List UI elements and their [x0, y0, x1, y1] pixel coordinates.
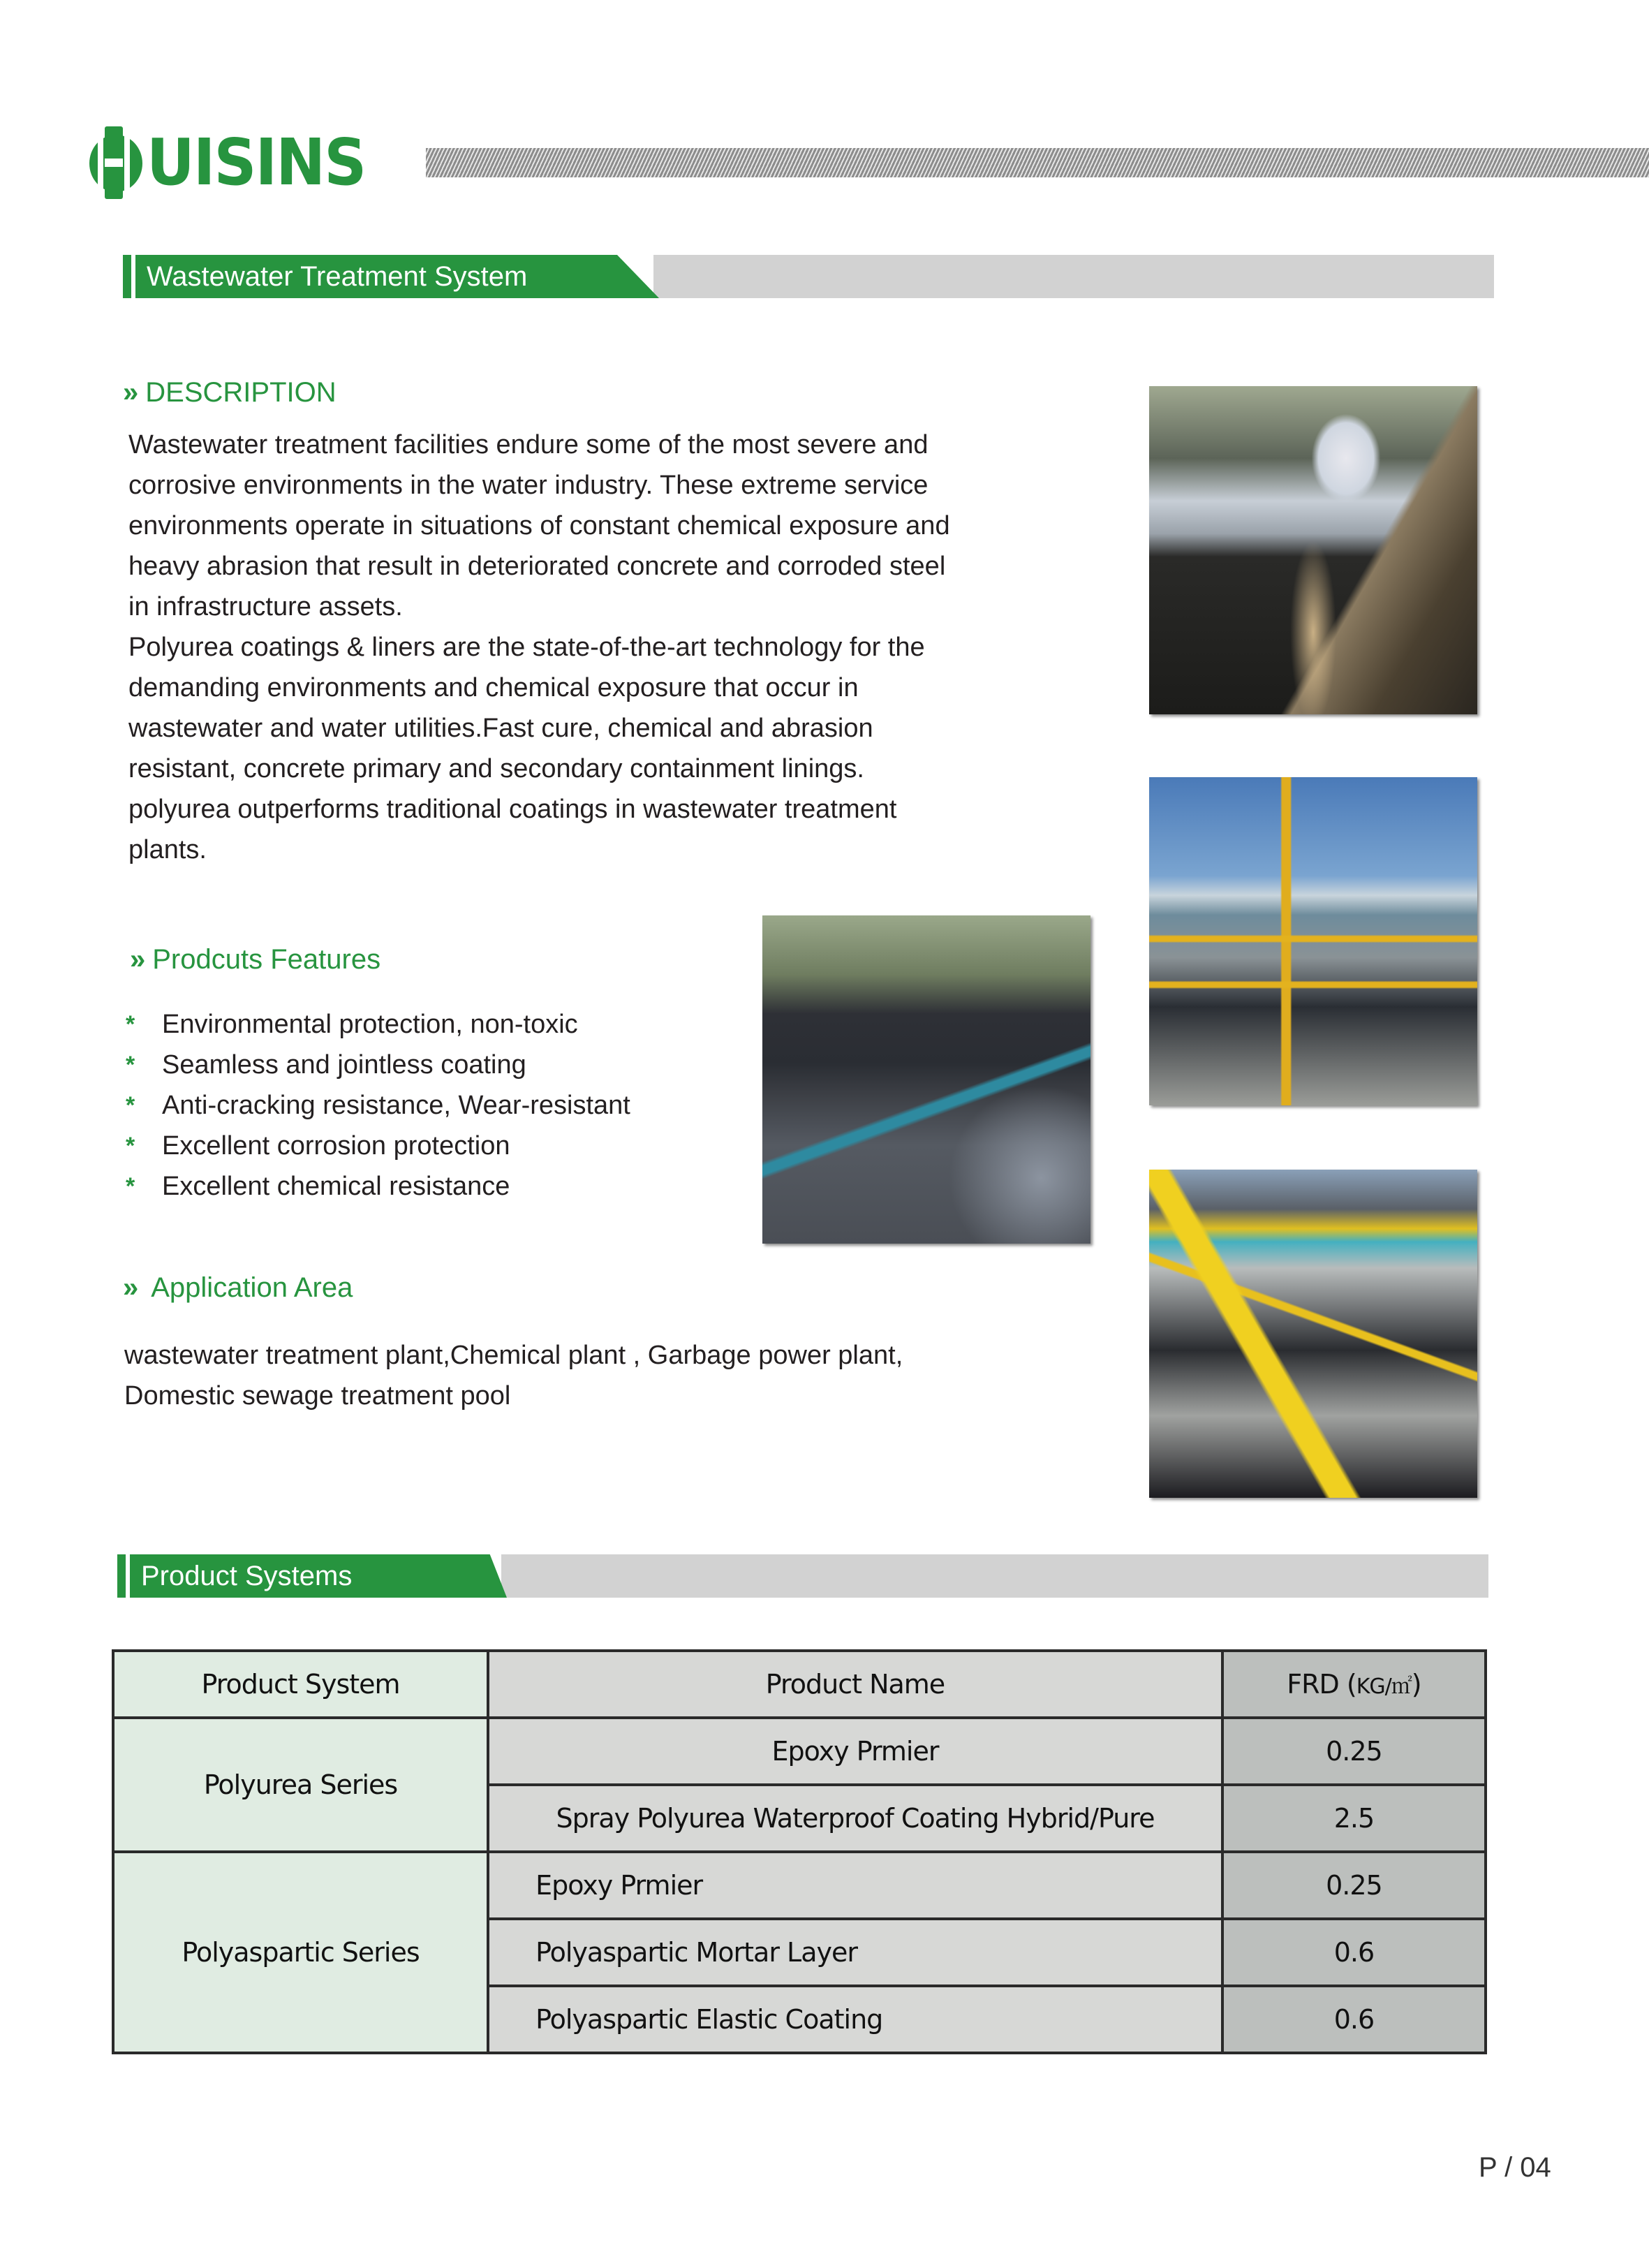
asterisk-bullet-icon: *	[126, 1011, 135, 1038]
asterisk-bullet-icon: *	[126, 1173, 135, 1200]
application-heading: » Application Area	[123, 1272, 353, 1303]
double-chevron-icon: »	[123, 377, 139, 408]
table-row	[113, 1852, 1486, 1919]
table-row	[113, 1718, 1486, 1785]
table-header-row	[113, 1651, 1486, 1718]
features-list	[126, 1004, 630, 1207]
frd-cell: 2.5	[1222, 1785, 1486, 1852]
product-name-cell: Polyaspartic Elastic Coating	[488, 1986, 1222, 2053]
photo-walkway-railings	[1149, 1170, 1477, 1498]
application-text: wastewater treatment plant,Chemical plant , Garbage power plant, Domestic sewage treatment pool	[124, 1341, 903, 1411]
photo-basins-railings	[1149, 777, 1477, 1105]
product-systems-table	[112, 1649, 1487, 2054]
feature-item: * Excellent corrosion protection	[126, 1126, 630, 1166]
asterisk-bullet-icon: *	[126, 1052, 135, 1078]
section-title-bar	[123, 255, 1494, 298]
frd-cell: 0.25	[1222, 1852, 1486, 1919]
product-name-cell: Polyaspartic Mortar Layer	[488, 1919, 1222, 1986]
frd-cell: 0.6	[1222, 1986, 1486, 2053]
product-systems-bar	[117, 1554, 1488, 1598]
section-title: Wastewater Treatment System	[147, 261, 528, 292]
product-systems-title: Product Systems	[141, 1561, 353, 1591]
double-chevron-icon: »	[130, 944, 146, 975]
header-product-name: Product Name	[488, 1651, 1222, 1718]
asterisk-bullet-icon: *	[126, 1133, 135, 1159]
features-heading: » Prodcuts Features	[130, 944, 381, 975]
description-heading: » DESCRIPTION	[123, 377, 337, 408]
header-stripe	[426, 148, 1649, 177]
feature-item: * Excellent chemical resistance	[126, 1166, 630, 1207]
product-name-cell: Epoxy Prmier	[488, 1852, 1222, 1919]
product-name-cell: Epoxy Prmier	[488, 1718, 1222, 1785]
logo-text: UISINS	[147, 125, 366, 200]
feature-item: * Environmental protection, non-toxic	[126, 1004, 630, 1045]
photo-coated-tank	[762, 915, 1090, 1244]
h-circle-logo-icon	[89, 126, 145, 199]
feature-item: * Anti-cracking resistance, Wear-resistant	[126, 1085, 630, 1126]
brand-logo	[89, 124, 385, 201]
system-cell: Polyurea Series	[113, 1718, 488, 1852]
asterisk-bullet-icon: *	[126, 1092, 135, 1119]
page-number: P / 04	[1479, 2152, 1551, 2183]
frd-cell: 0.25	[1222, 1718, 1486, 1785]
description-text: Wastewater treatment facilities endure some of the most severe and corrosive environments in the water industry. These extreme service environments operate in situations of constant chemical exposure and heavy abrasion that result in deteriorated concrete and corroded steel in infrastructure assets. Polyurea coatings & liners are the state-of-the-art technology for the demanding environments and chemical exposure that occur in wastewater and water utilities.Fast cure, chemical and abrasion resistant, concrete primary and secondary containment linings. polyurea outperforms traditional coatings in wastewater treatment plants.	[128, 430, 950, 864]
system-cell: Polyaspartic Series	[113, 1852, 488, 2053]
double-chevron-icon: »	[123, 1272, 139, 1303]
header-product-system: Product System	[113, 1651, 488, 1718]
photo-worker-spraying	[1149, 386, 1477, 714]
product-name-cell: Spray Polyurea Waterproof Coating Hybrid/Pure	[488, 1785, 1222, 1852]
frd-cell: 0.6	[1222, 1919, 1486, 1986]
feature-item: * Seamless and jointless coating	[126, 1045, 630, 1085]
header-frd: FRD (KG/㎡)	[1222, 1651, 1486, 1718]
